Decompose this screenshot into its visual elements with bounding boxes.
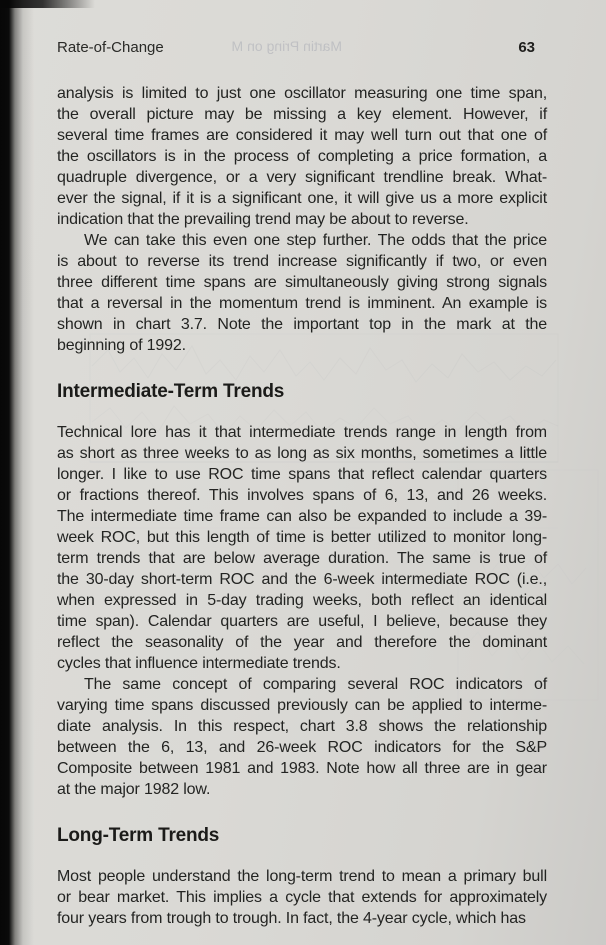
text-line: The intermediate time frame can also be expanded to include a 39- — [57, 508, 547, 525]
text-line: term trends that are below average duration. The same is true of — [57, 550, 547, 567]
running-title: Rate-of-Change — [57, 39, 164, 56]
text-line: Most people understand the long-term trend to mean a primary bull — [57, 868, 547, 885]
text-line: the 30-day short-term ROC and the 6-week intermediate ROC (i.e., — [57, 571, 547, 588]
text-line: shown in chart 3.7. Note the important top in the mark at the — [57, 316, 547, 333]
text-line: analysis is limited to just one oscillator measuring one time span, — [57, 85, 547, 102]
text-line: that a reversal in the momentum trend is imminent. An example is — [57, 295, 547, 312]
text-line: quadruple divergence, or a very significant trendline break. What- — [57, 169, 547, 186]
text-line: or bear market. This implies a cycle that extends for approximately — [57, 889, 547, 906]
text-line: week ROC, but this length of time is better utilized to monitor long- — [57, 529, 547, 546]
text-line: longer. I like to use ROC time spans that reflect calendar quarters — [57, 466, 547, 483]
text-line: or fractions thereof. This involves spans of 6, 13, and 26 weeks. — [57, 487, 547, 504]
text-line: The same concept of comparing several ROC indicators of — [84, 676, 547, 693]
paragraph — [57, 674, 547, 800]
text-line: diate analysis. In this respect, chart 3.8 shows the relationship — [57, 718, 547, 735]
text-line: ever the signal, if it is a significant one, it will give us a more explicit — [57, 190, 547, 207]
paragraph — [57, 422, 547, 674]
text-line: indication that the prevailing trend may be about to reverse. — [57, 211, 469, 228]
text-line: varying time spans discussed previously can be applied to interme- — [57, 697, 547, 714]
text-line: Technical lore has it that intermediate trends range in length from — [57, 424, 547, 441]
text-line: reflect the seasonality of the year and therefore the dominant — [57, 634, 547, 651]
paragraph — [57, 230, 547, 356]
text-line: the overall picture may be missing a key element. However, if — [57, 106, 547, 123]
scan-edge-top — [0, 0, 95, 8]
text-line: three different time spans are simultaneously giving strong signals — [57, 274, 547, 291]
running-header — [57, 39, 547, 56]
text-line: is about to reverse its trend increase significantly if two, or even — [57, 253, 547, 270]
bleed-through-running-head: Martin Pring on M — [231, 38, 342, 54]
text-line: Composite between 1981 and 1983. Note how all three are in gear — [57, 760, 547, 777]
text-line: four years from trough to trough. In fact, the 4-year cycle, which has — [57, 910, 526, 927]
text-line: when expressed in 5-day trading weeks, both reflect an identical — [57, 592, 547, 609]
text-line: at the major 1982 low. — [57, 781, 211, 798]
text-line: We can take this even one step further. The odds that the price — [84, 232, 547, 249]
page-number: 63 — [518, 39, 535, 56]
text-column — [57, 83, 547, 929]
section-heading-intermediate-term-trends: Intermediate-Term Trends — [57, 381, 285, 402]
text-line: the oscillators is in the process of completing a price formation, a — [57, 148, 547, 165]
paragraph — [57, 866, 547, 929]
text-line: cycles that influence intermediate trends. — [57, 655, 341, 672]
text-line: as short as three weeks to as long as six months, sometimes a little — [57, 445, 547, 462]
text-line: between the 6, 13, and 26-week ROC indicators for the S&P — [57, 739, 547, 756]
text-line: time span). Calendar quarters are useful, I believe, because they — [57, 613, 547, 630]
scan-edge-left — [0, 0, 34, 945]
text-line: beginning of 1992. — [57, 337, 186, 354]
text-line: several time frames are considered it may well turn out that one of — [57, 127, 547, 144]
paragraph — [57, 83, 547, 230]
section-heading-long-term-trends: Long-Term Trends — [57, 825, 220, 846]
